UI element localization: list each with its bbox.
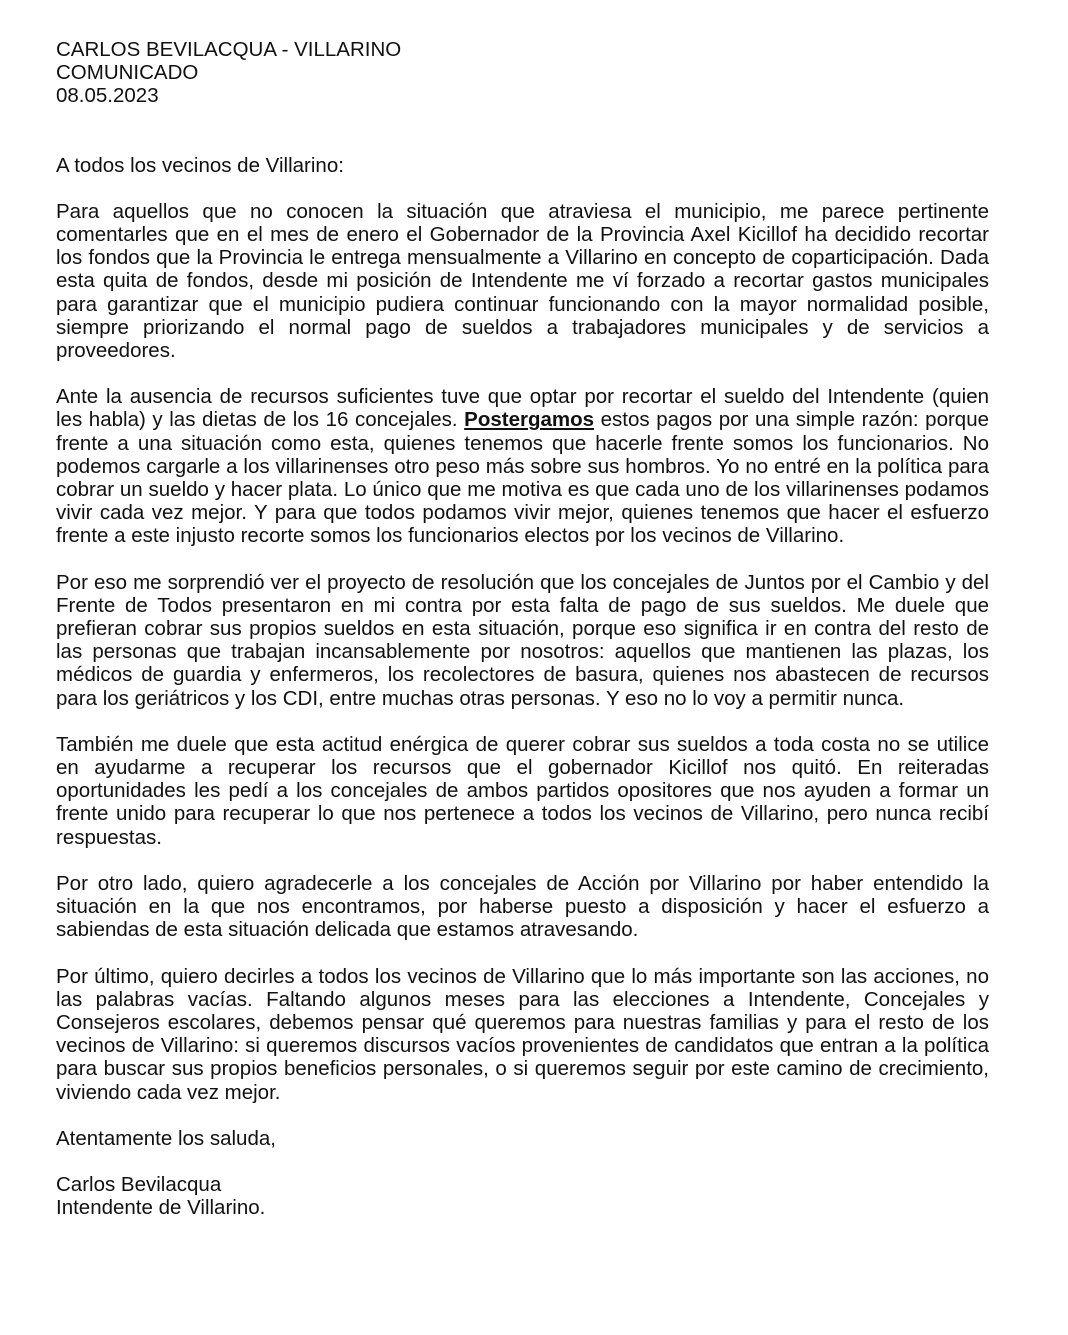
paragraph-2 [56, 385, 989, 547]
signature-block [56, 1173, 989, 1219]
paragraph-6: Por último, quiero decirles a todos los vecinos de Villarino que lo más importante son las acciones, no las palabras vacías. Faltando algunos meses para las elecciones a Intendente, Concejales y Consejeros escolares, debemos pensar qué queremos para nuestras familias y para el resto de los vecinos de Villarino: si queremos discursos vacíos provenientes de candidatos que entran a la política para buscar sus propios beneficios personales, o si queremos seguir por este camino de crecimiento, viviendo cada vez mejor. [56, 964, 989, 1104]
header-document-type: COMUNICADO [56, 61, 199, 85]
document-header [56, 38, 989, 108]
paragraph-2-text-after: estos pagos por una simple razón: porque frente a una situación como esta, quienes tenemos que hacerle frente somos los funcionarios. No podemos cargarle a los villarinenses otro peso más sobre sus hombros. Yo no entré en la política para cobrar un sueldo y hacer plata. Lo único que me motiva es que cada uno de los villarinenses podamos vivir cada vez mejor. Y para que todos podamos vivir mejor, quienes tenemos que hacer el esfuerzo frente a este injusto recorte somos los funcionarios electos por los vecinos de Villarino. [56, 408, 989, 548]
signature-name: Carlos Bevilacqua [56, 1172, 222, 1196]
paragraph-1: Para aquellos que no conocen la situación que atraviesa el municipio, me parece pertinente comentarles que en el mes de enero el Gobernador de la Provincia Axel Kicillof ha decidido recortar los fondos que la Provincia le entrega mensualmente a Villarino en concepto de coparticipación. Dada esta quita de fondos, desde mi posición de Intendente me ví forzado a recortar gastos municipales para garantizar que el municipio pudiera continuar funcionando con la mayor normalidad posible, siempre priorizando el normal pago de sueldos a trabajadores municipales y de servicios a proveedores. [56, 199, 989, 363]
salutation: A todos los vecinos de Villarino: [56, 153, 344, 177]
document-page [56, 38, 989, 1219]
closing-line: Atentamente los saluda, [56, 1126, 276, 1150]
paragraph-5: Por otro lado, quiero agradecerle a los concejales de Acción por Villarino por haber entendido la situación en la que nos encontramos, por haberse puesto a disposición y hacer el esfuerzo a sabiendas de esta situación delicada que estamos atravesando. [56, 871, 989, 942]
signature-title: Intendente de Villarino. [56, 1196, 266, 1220]
paragraph-4: También me duele que esta actitud enérgica de querer cobrar sus sueldos a toda costa no se utilice en ayudarme a recuperar los recursos que el gobernador Kicillof nos quitó. En reiteradas oportunidades les pedí a los concejales de ambos partidos opositores que nos ayuden a formar un frente unido para recuperar lo que nos pertenece a todos los vecinos de Villarino, pero nunca recibí respuestas. [56, 732, 989, 849]
paragraph-2-emphasis: Postergamos [464, 408, 595, 432]
paragraph-3: Por eso me sorprendió ver el proyecto de resolución que los concejales de Juntos por el Cambio y del Frente de Todos presentaron en mi contra por esta falta de pago de sus sueldos. Me duele que prefieran cobrar sus propios sueldos en esta situación, porque eso significa ir en contra del resto de las personas que trabajan incansablemente por nosotros: aquellos que mantienen las plazas, los médicos de guardia y enfermeros, los recolectores de basura, quienes nos abastecen de recursos para los geriátricos y los CDI, entre muchas otras personas. Y eso no lo voy a permitir nunca. [56, 570, 989, 710]
header-author-line: CARLOS BEVILACQUA - VILLARINO [56, 38, 402, 61]
header-date: 08.05.2023 [56, 84, 159, 108]
paragraph-2-text-before: Ante la ausencia de recursos suficientes tuve que optar por recortar el sueldo del Intendente (quien les habla) y las dietas de los 16 concejales. [56, 385, 989, 432]
